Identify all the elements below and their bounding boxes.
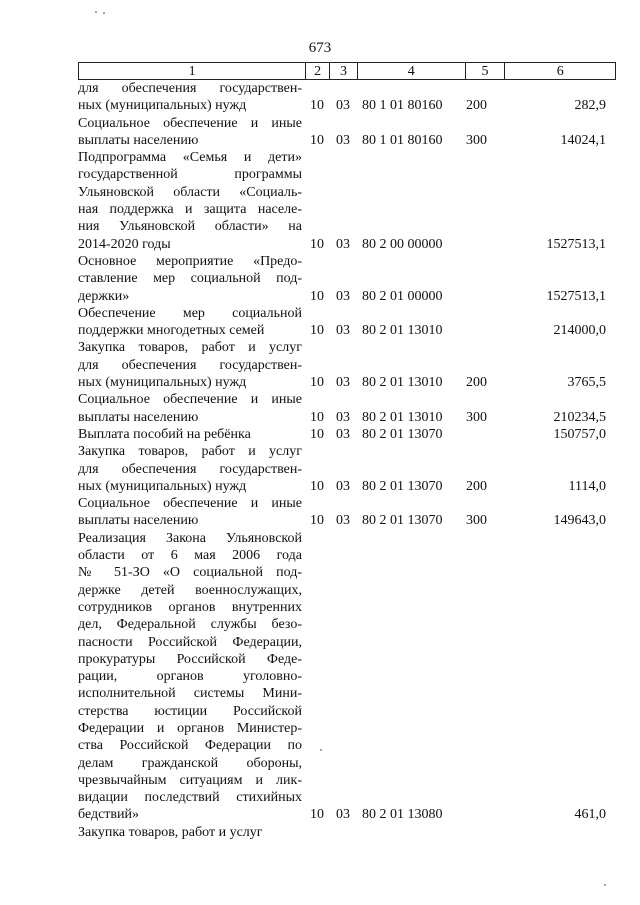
scan-speck bbox=[320, 749, 322, 751]
description-line: Социальное обеспечение и иные bbox=[78, 392, 302, 408]
header-col-6: 6 bbox=[556, 64, 564, 79]
description-line: держки» bbox=[78, 288, 130, 304]
description-line: чрезвычайным ситуациям и лик- bbox=[78, 772, 302, 788]
row-subsection: 03 bbox=[336, 132, 350, 148]
table-row bbox=[78, 495, 616, 530]
header-col-3: 3 bbox=[330, 63, 358, 79]
table-row bbox=[78, 443, 616, 495]
row-amount: 214000,0 bbox=[553, 323, 606, 339]
row-subsection: 03 bbox=[336, 323, 350, 339]
row-section: 10 bbox=[310, 426, 324, 442]
row-expense-type: 300 bbox=[466, 409, 487, 425]
row-description bbox=[78, 824, 306, 841]
row-expense-type: 200 bbox=[466, 375, 487, 391]
row-amount: 1527513,1 bbox=[546, 236, 606, 252]
description-line: прокуратуры Российской Феде- bbox=[78, 651, 302, 667]
description-line: Социальное обеспечение и иные bbox=[78, 115, 302, 131]
description-line: Выплата пособий на ребёнка bbox=[78, 426, 251, 442]
description-line: выплаты населению bbox=[78, 409, 199, 425]
row-section: 10 bbox=[310, 98, 324, 114]
row-expense-type: 300 bbox=[466, 132, 487, 148]
description-line: ния Ульяновской области» на bbox=[78, 219, 302, 235]
description-line: держке детей военнослужащих, bbox=[78, 582, 302, 598]
row-description bbox=[78, 253, 306, 305]
row-amount: 210234,5 bbox=[553, 409, 606, 425]
table-header bbox=[78, 62, 616, 80]
row-section: 10 bbox=[310, 323, 324, 339]
description-line: бедствий» bbox=[78, 807, 140, 823]
description-line: государственной программы bbox=[78, 167, 302, 183]
description-line: ных (муниципальных) нужд bbox=[78, 375, 247, 391]
row-amount: 149643,0 bbox=[553, 513, 606, 529]
description-line: для обеспечения государствен- bbox=[78, 357, 302, 373]
row-description bbox=[78, 115, 306, 150]
row-section: 10 bbox=[310, 513, 324, 529]
description-line: делам гражданской обороны, bbox=[78, 755, 302, 771]
description-line: Закупка товаров, работ и услуг bbox=[78, 824, 263, 840]
row-section: 10 bbox=[310, 409, 324, 425]
description-line: видации последствий стихийных bbox=[78, 790, 302, 806]
header-col-4: 4 bbox=[358, 63, 466, 79]
row-subsection: 03 bbox=[336, 98, 350, 114]
description-line: Социальное обеспечение и иные bbox=[78, 496, 302, 512]
table-row bbox=[78, 339, 616, 391]
row-section: 10 bbox=[310, 132, 324, 148]
header-col-2: 2 bbox=[306, 63, 330, 79]
row-amount: 3765,5 bbox=[567, 375, 606, 391]
description-line: для обеспечения государствен- bbox=[78, 81, 302, 96]
table-row bbox=[78, 149, 616, 253]
row-description bbox=[78, 495, 306, 530]
row-section: 10 bbox=[310, 236, 324, 252]
row-expense-type: 200 bbox=[466, 98, 487, 114]
row-description bbox=[78, 149, 306, 253]
description-line: Подпрограмма «Семья и дети» bbox=[78, 150, 302, 166]
description-line: ных (муниципальных) нужд bbox=[78, 478, 247, 494]
row-subsection: 03 bbox=[336, 513, 350, 529]
row-subsection: 03 bbox=[336, 807, 350, 823]
row-expense-type: 300 bbox=[466, 513, 487, 529]
description-line: ных (муниципальных) нужд bbox=[78, 98, 247, 114]
description-line: Обеспечение мер социальной bbox=[78, 305, 302, 321]
row-description bbox=[78, 443, 306, 495]
table-row bbox=[78, 253, 616, 305]
row-target-code: 80 2 01 13070 bbox=[362, 426, 443, 442]
row-subsection: 03 bbox=[336, 409, 350, 425]
row-section: 10 bbox=[310, 288, 324, 304]
row-subsection: 03 bbox=[336, 426, 350, 442]
table-row bbox=[78, 115, 616, 150]
scan-speck bbox=[604, 884, 606, 886]
row-amount: 14024,1 bbox=[560, 132, 606, 148]
table-row bbox=[78, 305, 616, 340]
table-row bbox=[78, 530, 616, 824]
description-line: Ульяновской области «Социаль- bbox=[78, 184, 302, 200]
row-target-code: 80 2 01 13070 bbox=[362, 478, 443, 494]
row-subsection: 03 bbox=[336, 236, 350, 252]
row-amount: 150757,0 bbox=[553, 426, 606, 442]
row-target-code: 80 1 01 80160 bbox=[362, 132, 443, 148]
description-line: Основное мероприятие «Предо- bbox=[78, 253, 302, 269]
description-line: области от 6 мая 2006 года bbox=[78, 548, 302, 564]
row-amount: 1114,0 bbox=[568, 478, 606, 494]
row-target-code: 80 2 01 13080 bbox=[362, 807, 443, 823]
table-row bbox=[78, 80, 616, 115]
description-line: № 51-ЗО «О социальной под- bbox=[78, 565, 302, 581]
row-target-code: 80 2 00 00000 bbox=[362, 236, 443, 252]
row-amount: 461,0 bbox=[574, 807, 606, 823]
table-row bbox=[78, 426, 616, 443]
budget-table bbox=[78, 62, 616, 841]
header-col-5: 5 bbox=[466, 63, 506, 79]
description-line: Реализация Закона Ульяновской bbox=[78, 530, 302, 546]
description-line: ставление мер социальной под- bbox=[78, 271, 302, 287]
row-description bbox=[78, 80, 306, 115]
description-line: сотрудников органов внутренних bbox=[78, 599, 302, 615]
table-row bbox=[78, 391, 616, 426]
row-target-code: 80 2 01 13070 bbox=[362, 513, 443, 529]
description-line: 2014-2020 годы bbox=[78, 236, 171, 252]
row-amount: 282,9 bbox=[574, 98, 606, 114]
table-row bbox=[78, 824, 616, 841]
row-expense-type: 200 bbox=[466, 478, 487, 494]
description-line: дел, Федеральной службы безо- bbox=[78, 617, 302, 633]
description-line: ная поддержка и защита населе- bbox=[78, 202, 302, 218]
description-line: выплаты населению bbox=[78, 132, 199, 148]
row-target-code: 80 1 01 80160 bbox=[362, 98, 443, 114]
row-section: 10 bbox=[310, 375, 324, 391]
row-description bbox=[78, 530, 306, 824]
description-line: исполнительной системы Мини- bbox=[78, 686, 302, 702]
row-section: 10 bbox=[310, 478, 324, 494]
description-line: ства Российской Федерации по bbox=[78, 738, 302, 754]
header-col-1: 1 bbox=[79, 63, 306, 79]
row-target-code: 80 2 01 00000 bbox=[362, 288, 443, 304]
page-number: 673 bbox=[308, 40, 332, 56]
description-line: для обеспечения государствен- bbox=[78, 461, 302, 477]
description-line: Закупка товаров, работ и услуг bbox=[78, 444, 302, 460]
description-line: пасности Российской Федерации, bbox=[78, 634, 302, 650]
description-line: поддержки многодетных семей bbox=[78, 323, 265, 339]
row-description bbox=[78, 305, 306, 340]
description-line: Закупка товаров, работ и услуг bbox=[78, 340, 302, 356]
row-subsection: 03 bbox=[336, 375, 350, 391]
row-description bbox=[78, 339, 306, 391]
row-target-code: 80 2 01 13010 bbox=[362, 409, 443, 425]
scan-speck bbox=[103, 12, 105, 14]
row-description bbox=[78, 391, 306, 426]
description-line: рации, органов уголовно- bbox=[78, 669, 302, 685]
table-body bbox=[78, 80, 616, 841]
row-description bbox=[78, 426, 306, 443]
row-subsection: 03 bbox=[336, 478, 350, 494]
row-amount: 1527513,1 bbox=[546, 288, 606, 304]
row-subsection: 03 bbox=[336, 288, 350, 304]
description-line: Федерации и органов Министер- bbox=[78, 720, 302, 736]
description-line: выплаты населению bbox=[78, 513, 199, 529]
description-line: стерства юстиции Российской bbox=[78, 703, 302, 719]
row-target-code: 80 2 01 13010 bbox=[362, 375, 443, 391]
row-section: 10 bbox=[310, 807, 324, 823]
scan-speck bbox=[95, 11, 97, 13]
row-target-code: 80 2 01 13010 bbox=[362, 323, 443, 339]
